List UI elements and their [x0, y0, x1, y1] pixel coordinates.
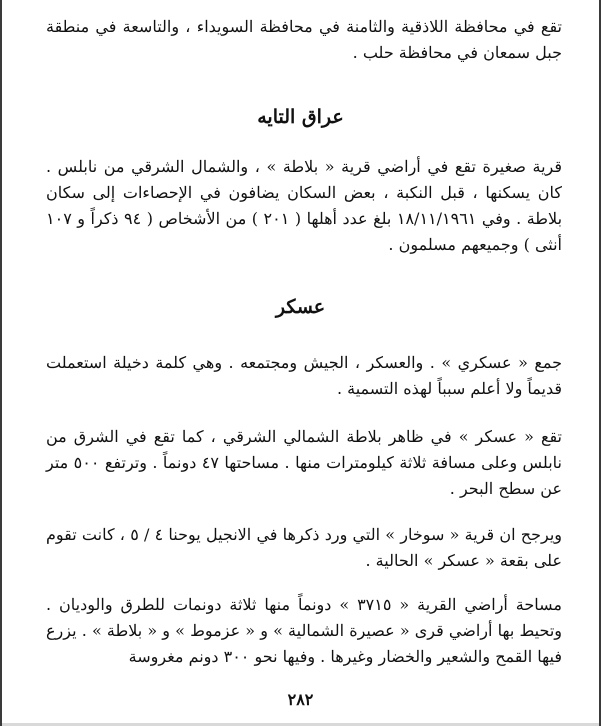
page-number: ٢٨٢	[287, 690, 314, 709]
askar-paragraph-etymology: جمع « عسكري » . والعسكر ، الجيش ومجتمعه . وهي كلمة دخيلة استعملت قديماً ولا أعلم سبباً لهذه التسمية .	[46, 353, 562, 398]
askar-paragraph-location: تقع « عسكر » في ظاهر بلاطة الشمالي الشرقي ، كما تقع في الشرق من نابلس وعلى مسافة ثلاثة كيلومترات منها . مساحتها ٤٧ دونماً . وترتفع ٥٠٠ متر عن سطح البحر .	[46, 427, 563, 498]
section-heading-askar: عسكر	[275, 296, 326, 318]
intro-paragraph: تقع في محافظة اللاذقية والثامنة في محافظة السويداء ، والتاسعة في منطقة جبل سمعان في محافظة حلب .	[46, 17, 562, 62]
section-heading-iraq-al-tayeh: عراق التايه	[257, 106, 344, 128]
section-paragraph-iraq-al-tayeh: قرية صغيرة تقع في أراضي قرية « بلاطة » ، والشمال الشرقي من نابلس . كان يسكنها ، قبل النكبة ، بعض السكان يضافون في الإحصاءات إلى سكان بلاطة . وفي ١٨/١١/١٩٦١ بلغ عدد أهلها ( ٢٠١ ) من الأشخاص ( ٩٤ ذكراً و ١٠٧ أنثى ) وجميعهم مسلمون .	[46, 157, 563, 254]
askar-paragraph-sychar: ويرجح ان قرية « سوخار » التي ورد ذكرها في الانجيل يوحنا ٤ / ٥ ، كانت تقوم على بقعة « عسكر » الحالية .	[46, 525, 563, 570]
askar-paragraph-lands: مساحة أراضي القرية « ٣٧١٥ » دونماً منها ثلاثة دونمات للطرق والوديان . وتحيط بها أراضي قرى « عصيرة الشمالية » و « عزموط » و « بلاطة » . يزرع فيها القمح والشعير والخضار وغيرها . وفيها نحو ٣٠٠ دونم مغروسة	[46, 595, 562, 666]
